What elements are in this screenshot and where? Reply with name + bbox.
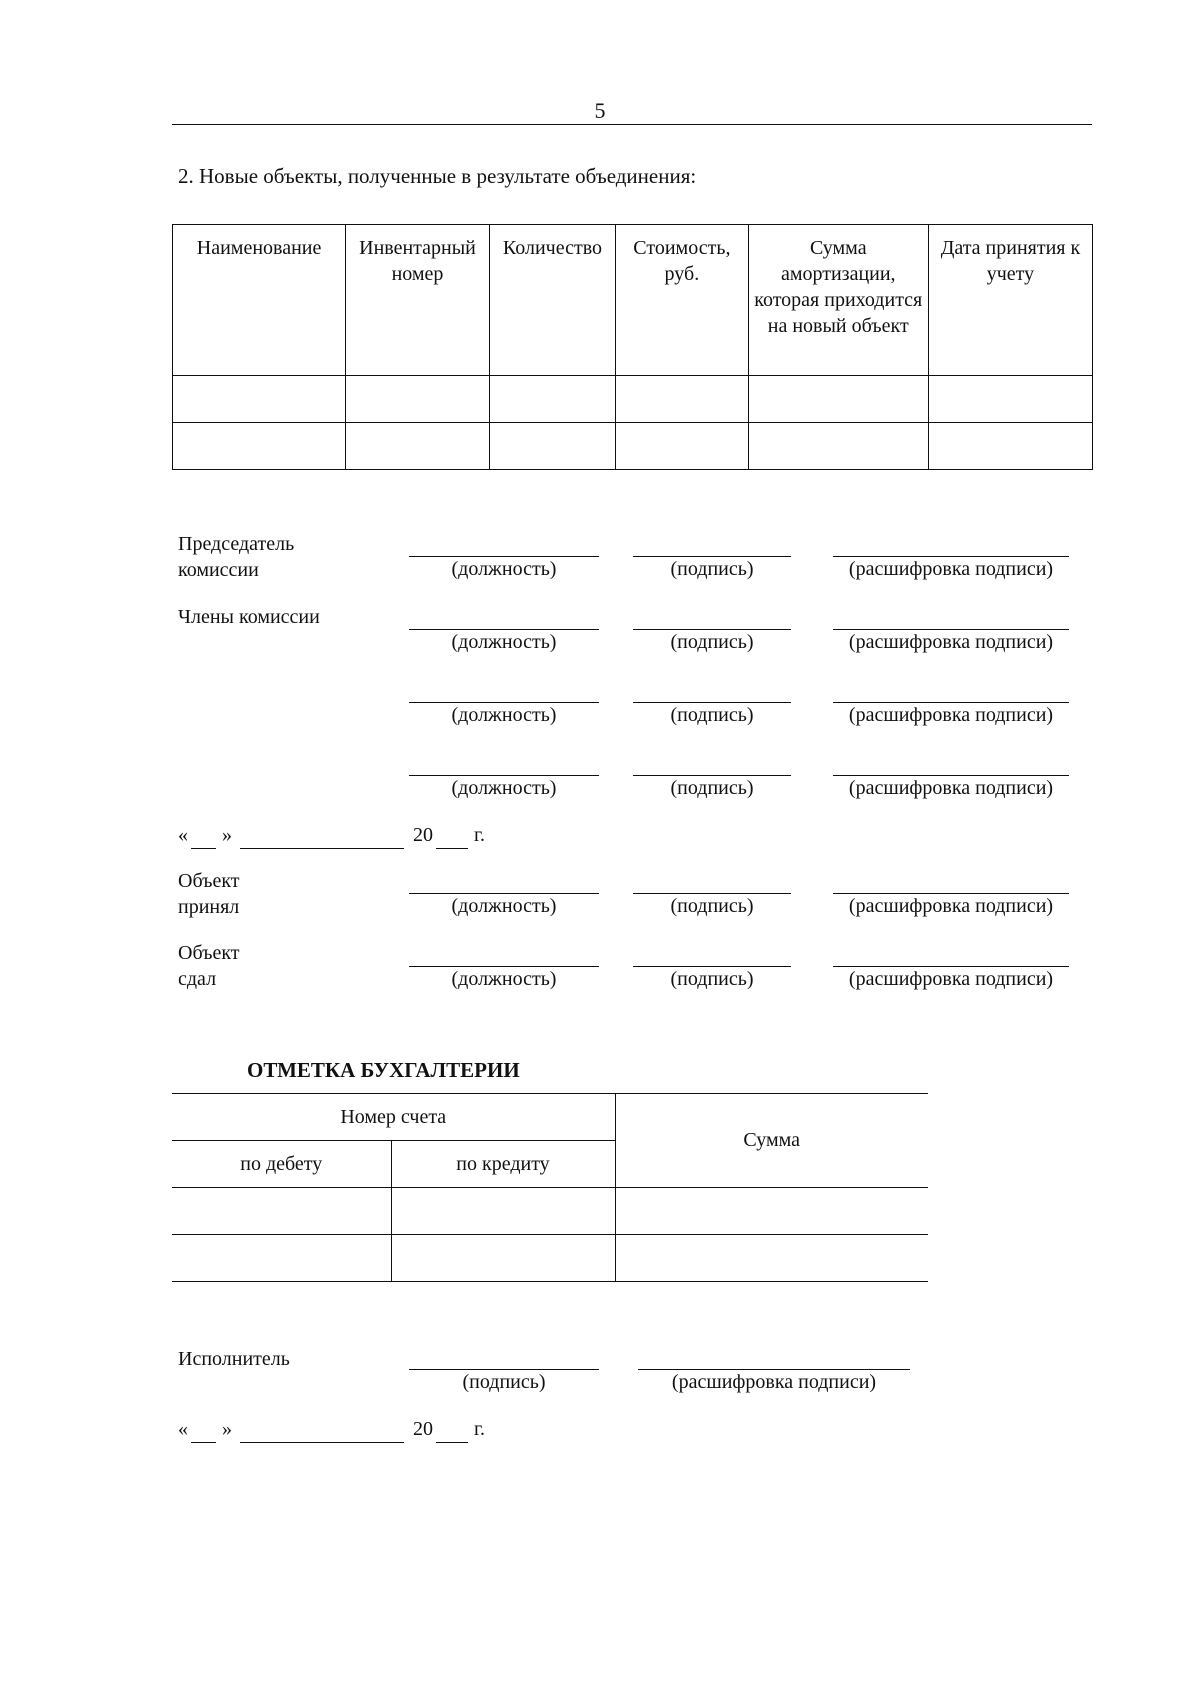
table-cell[interactable] xyxy=(346,376,490,423)
signature-caption: (подпись) xyxy=(670,704,754,726)
accounting-header-row xyxy=(172,1094,928,1141)
table-cell[interactable] xyxy=(928,376,1092,423)
header-inventory-number: Инвентарный номер xyxy=(346,225,490,376)
signature-caption: (подпись) xyxy=(670,631,754,653)
table-cell[interactable] xyxy=(173,423,346,470)
chairman-label-line2: комиссии xyxy=(178,559,259,581)
executor-decoding-line[interactable] xyxy=(638,1369,910,1370)
signature-caption: (подпись) xyxy=(462,1371,546,1393)
received-label-line2: принял xyxy=(178,896,240,918)
member2-position-line[interactable] xyxy=(409,702,599,703)
executor-signature-line[interactable] xyxy=(409,1369,599,1370)
table-cell[interactable] xyxy=(748,376,928,423)
table-row xyxy=(172,1188,928,1235)
chairman-signature-line[interactable] xyxy=(633,556,791,557)
chairman-position-line[interactable] xyxy=(409,556,599,557)
executor-date xyxy=(178,1418,508,1448)
header-cost: Стоимость, руб. xyxy=(616,225,748,376)
received-signature-line[interactable] xyxy=(633,893,791,894)
member1-decoding-line[interactable] xyxy=(833,629,1069,630)
chairman-decoding-line[interactable] xyxy=(833,556,1069,557)
member3-signature-line[interactable] xyxy=(633,775,791,776)
header-account-number: Номер счета xyxy=(172,1094,615,1141)
table-cell[interactable] xyxy=(489,423,615,470)
date-quote-close: » xyxy=(222,824,232,846)
handed-label-line1: Объект xyxy=(178,942,240,964)
decoding-caption: (расшифровка подписи) xyxy=(848,895,1054,917)
date-century: 20 xyxy=(413,824,433,846)
header-rule xyxy=(172,124,1092,125)
decoding-caption: (расшифровка подписи) xyxy=(848,968,1054,990)
handed-signature-line[interactable] xyxy=(633,966,791,967)
position-caption: (должность) xyxy=(451,558,557,580)
signature-caption: (подпись) xyxy=(670,777,754,799)
chairman-label xyxy=(178,531,294,583)
commission-date xyxy=(178,824,508,854)
table-cell[interactable] xyxy=(172,1235,391,1282)
table-cell[interactable] xyxy=(391,1188,615,1235)
date-month-line[interactable] xyxy=(240,1442,404,1443)
table-cell[interactable] xyxy=(748,423,928,470)
member3-decoding-line[interactable] xyxy=(833,775,1069,776)
member3-position-line[interactable] xyxy=(409,775,599,776)
table-cell[interactable] xyxy=(616,423,748,470)
date-year-line[interactable] xyxy=(436,1442,468,1443)
header-debit: по дебету xyxy=(172,1141,391,1188)
member2-decoding-line[interactable] xyxy=(833,702,1069,703)
member1-position-line[interactable] xyxy=(409,629,599,630)
new-objects-table xyxy=(172,224,1093,470)
date-year-suffix: г. xyxy=(474,824,485,846)
decoding-caption: (расшифровка подписи) xyxy=(848,631,1054,653)
header-amount: Сумма xyxy=(615,1094,928,1188)
date-day-line[interactable] xyxy=(191,1442,216,1443)
handed-decoding-line[interactable] xyxy=(833,966,1069,967)
table-cell[interactable] xyxy=(173,376,346,423)
received-label-line1: Объект xyxy=(178,870,240,892)
position-caption: (должность) xyxy=(451,777,557,799)
position-caption: (должность) xyxy=(451,968,557,990)
header-acceptance-date: Дата принятия к учету xyxy=(928,225,1092,376)
date-quote-close: » xyxy=(222,1418,232,1440)
position-caption: (должность) xyxy=(451,631,557,653)
table-cell[interactable] xyxy=(615,1235,928,1282)
date-century: 20 xyxy=(413,1418,433,1440)
member2-signature-line[interactable] xyxy=(633,702,791,703)
table-cell[interactable] xyxy=(346,423,490,470)
table-row xyxy=(172,1235,928,1282)
decoding-caption: (расшифровка подписи) xyxy=(848,777,1054,799)
accounting-title: ОТМЕТКА БУХГАЛТЕРИИ xyxy=(247,1058,520,1082)
decoding-caption: (расшифровка подписи) xyxy=(848,558,1054,580)
table-cell[interactable] xyxy=(172,1188,391,1235)
handed-label-line2: сдал xyxy=(178,968,217,990)
received-label xyxy=(178,868,240,920)
members-label: Члены комиссии xyxy=(178,606,320,628)
signature-caption: (подпись) xyxy=(670,968,754,990)
accounting-table xyxy=(172,1093,928,1282)
decoding-caption: (расшифровка подписи) xyxy=(671,1371,877,1393)
header-name: Наименование xyxy=(173,225,346,376)
handed-position-line[interactable] xyxy=(409,966,599,967)
date-month-line[interactable] xyxy=(240,848,404,849)
decoding-caption: (расшифровка подписи) xyxy=(848,704,1054,726)
signature-caption: (подпись) xyxy=(670,895,754,917)
date-quote-open: « xyxy=(178,1418,188,1440)
page-number: 5 xyxy=(594,98,606,123)
position-caption: (должность) xyxy=(451,704,557,726)
executor-label: Исполнитель xyxy=(178,1348,290,1370)
table-row xyxy=(173,423,1093,470)
date-year-line[interactable] xyxy=(436,848,468,849)
header-depreciation: Сумма амортизации, которая приходится на новый объект xyxy=(748,225,928,376)
table-cell[interactable] xyxy=(616,376,748,423)
date-quote-open: « xyxy=(178,824,188,846)
table-cell[interactable] xyxy=(615,1188,928,1235)
table-header-row xyxy=(173,225,1093,376)
header-quantity: Количество xyxy=(489,225,615,376)
chairman-label-line1: Председатель xyxy=(178,533,295,555)
table-cell[interactable] xyxy=(391,1235,615,1282)
position-caption: (должность) xyxy=(451,895,557,917)
table-cell[interactable] xyxy=(928,423,1092,470)
date-year-suffix: г. xyxy=(474,1418,485,1440)
section-title: 2. Новые объекты, полученные в результате объединения: xyxy=(178,164,697,188)
handed-label xyxy=(178,940,240,992)
table-row xyxy=(173,376,1093,423)
date-day-line[interactable] xyxy=(191,848,216,849)
table-cell[interactable] xyxy=(489,376,615,423)
signature-caption: (подпись) xyxy=(670,558,754,580)
member1-signature-line[interactable] xyxy=(633,629,791,630)
header-credit: по кредиту xyxy=(391,1141,615,1188)
received-position-line[interactable] xyxy=(409,893,599,894)
received-decoding-line[interactable] xyxy=(833,893,1069,894)
